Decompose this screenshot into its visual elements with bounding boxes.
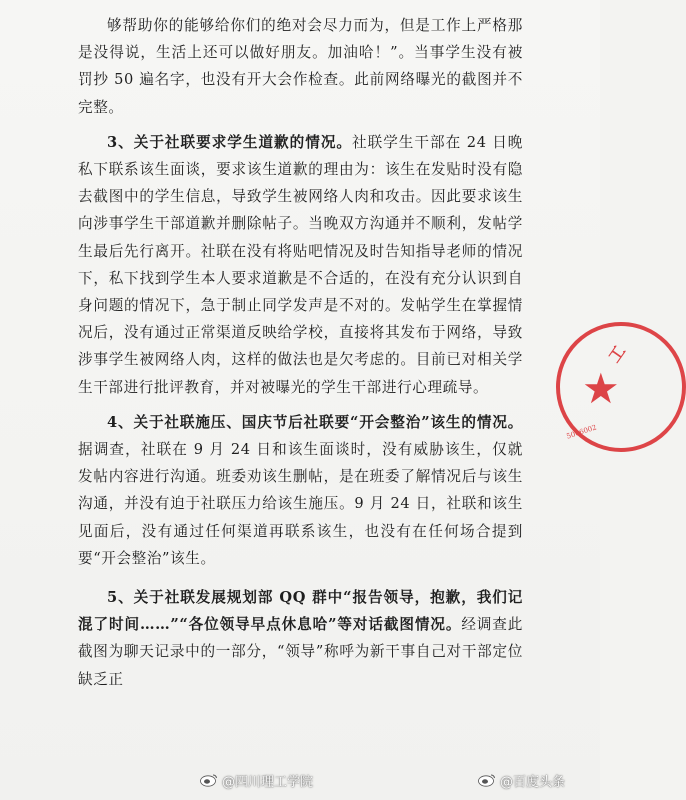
star-icon: ★	[582, 364, 620, 413]
watermark-left-text: @四川理工学院	[222, 774, 314, 790]
paragraph-item-5	[78, 584, 523, 693]
paragraph-item-3	[78, 129, 523, 401]
item-3-heading: 3、关于社联要求学生道歉的情况。	[107, 133, 353, 151]
item-4-heading: 4、关于社联施压、国庆节后社联要“开会整治”该生的情况。	[107, 413, 523, 431]
watermark-left	[200, 769, 313, 791]
item-4-body: 据调查，社联在 9 月 24 日和该生面谈时，没有威胁该生，仅就发帖内容进行沟通。班委劝该生删帖，是在班委了解情况后与该生沟通，并没有迫于社联压力给该生施压。9 月 24 日，社联和该生见面后，没有通过任何渠道再联系该生，也没有在任何场合提到要“开会整治”该生。	[78, 441, 523, 567]
item-3-body: 社联学生干部在 24 日晚私下联系该生面谈，要求该生道歉的理由为：该生在发贴时没有隐去截图中的学生信息，导致学生被网络人肉和攻击。因此要求该生向涉事学生干部道歉并删除帖子。当晚双方沟通并不顺利，发帖学生最后先行离开。社联在没有将贴吧情况及时告知指导老师的情况下，私下找到学生本人要求道歉是不合适的，在没有充分认识到自身问题的情况下，急于制止同学发声是不对的。发帖学生在掌握情况后，没有通过正常渠道反映给学校，直接将其发布于网络，导致涉事学生被网络人肉，这样的做法也是欠考虑的。目前已对相关学生干部进行批评教育，并对被曝光的学生干部进行心理疏导。	[78, 133, 523, 396]
weibo-icon	[478, 773, 496, 787]
paragraph-item-4	[78, 409, 523, 572]
paragraph-continuation	[78, 12, 523, 121]
document-body	[78, 12, 523, 693]
item-5-body: 经调查此截图为聊天记录中的一部分，“领导”称呼为新干事自己对干部定位缺乏正	[78, 616, 523, 688]
seal-text: 工	[604, 342, 630, 367]
watermark-right	[478, 769, 565, 791]
watermark-right-text: @百度头条	[500, 774, 566, 790]
official-seal	[556, 322, 686, 452]
paragraph-text: 够帮助你的能够给你们的绝对会尽力而为，但是工作上严格那是没得说，生活上还可以做好朋友。加油哈！”。当事学生没有被罚抄 50 遍名字，也没有开大会作检查。此前网络曝光的截图并不完整。	[78, 17, 523, 116]
weibo-icon	[200, 773, 218, 787]
item-5-heading: 5、关于社联发展规划部 QQ 群中“报告领导，抱歉，我们记混了时间……”“各位领导早点休息哈”等对话截图情况。	[78, 589, 523, 634]
seal-code: 5006002	[565, 423, 598, 441]
